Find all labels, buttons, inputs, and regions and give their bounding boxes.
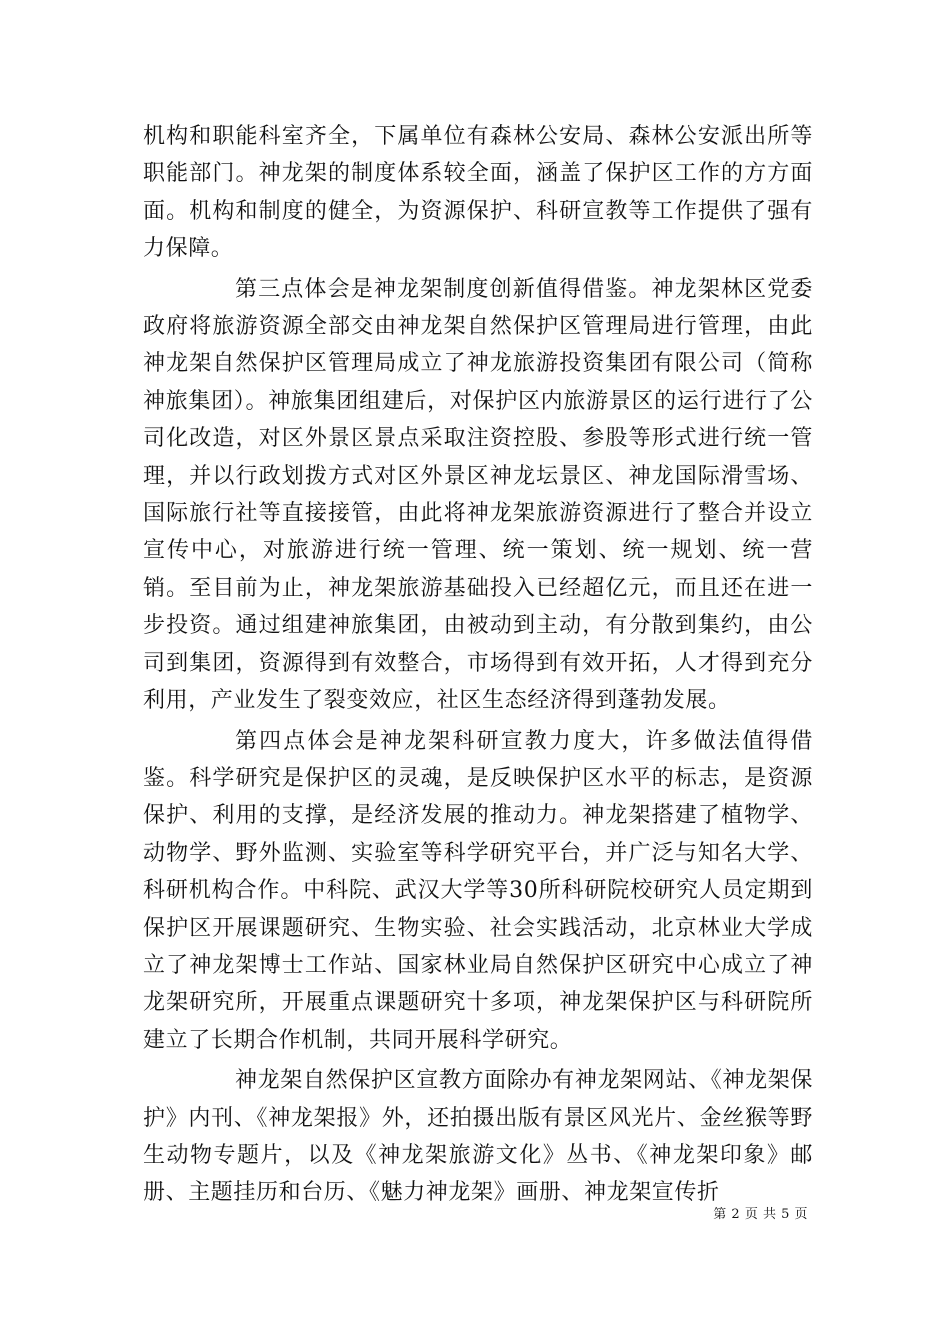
paragraph-fourth-insight: 第四点体会是神龙架科研宣教力度大，许多做法值得借鉴。科学研究是保护区的灵魂，是反映保护区水平的标志，是资源保护、利用的支撑，是经济发展的推动力。神龙架搭建了植物学、动物学、野外监测、实验室等科学研究平台，并广泛与知名大学、科研机构合作。中科院、武汉大学等30所科研院校研究人员定期到保护区开展课题研究、生物实验、社会实践活动，北京林业大学成立了神龙架博士工作站、国家林业局自然保护区研究中心成立了神龙架研究所，开展重点课题研究十多项，神龙架保护区与科研院所建立了长期合作机制，共同开展科学研究。 — [143, 728, 813, 1053]
paragraph-publicity: 神龙架自然保护区宣教方面除办有神龙架网站、《神龙架保护》内刊、《神龙架报》外，还拍摄出版有景区风光片、金丝猴等野生动物专题片，以及《神龙架旅游文化》丛书、《神龙架印象》邮册、主题挂历和台历、《魅力神龙架》画册、神龙架宣传折 — [143, 1068, 813, 1206]
paragraph-third-insight: 第三点体会是神龙架制度创新值得借鉴。神龙架林区党委政府将旅游资源全部交由神龙架自然保护区管理局进行管理，由此神龙架自然保护区管理局成立了神龙旅游投资集团有限公司（简称神旅集团）。神旅集团组建后，对保护区内旅游景区的运行进行了公司化改造，对区外景区景点采取注资控股、参股等形式进行统一管理，并以行政划拨方式对区外景区神龙坛景区、神龙国际滑雪场、国际旅行社等直接接管，由此将神龙架旅游资源进行了整合并设立宣传中心，对旅游进行统一管理、统一策划、统一规划、统一营销。至目前为止，神龙架旅游基础投入已经超亿元，而且还在进一步投资。通过组建神旅集团，由被动到主动，有分散到集约，由公司到集团，资源得到有效整合，市场得到有效开拓，人才得到充分利用，产业发生了裂变效应，社区生态经济得到蓬勃发展。 — [143, 276, 813, 714]
page-number-footer: 第 2 页 共 5 页 — [713, 1207, 808, 1222]
paragraph-continued: 机构和职能科室齐全，下属单位有森林公安局、森林公安派出所等职能部门。神龙架的制度体系较全面，涵盖了保护区工作的方方面面。机构和制度的健全，为资源保护、科研宣教等工作提供了强有力保障。 — [143, 124, 813, 262]
body-text — [143, 118, 813, 1212]
